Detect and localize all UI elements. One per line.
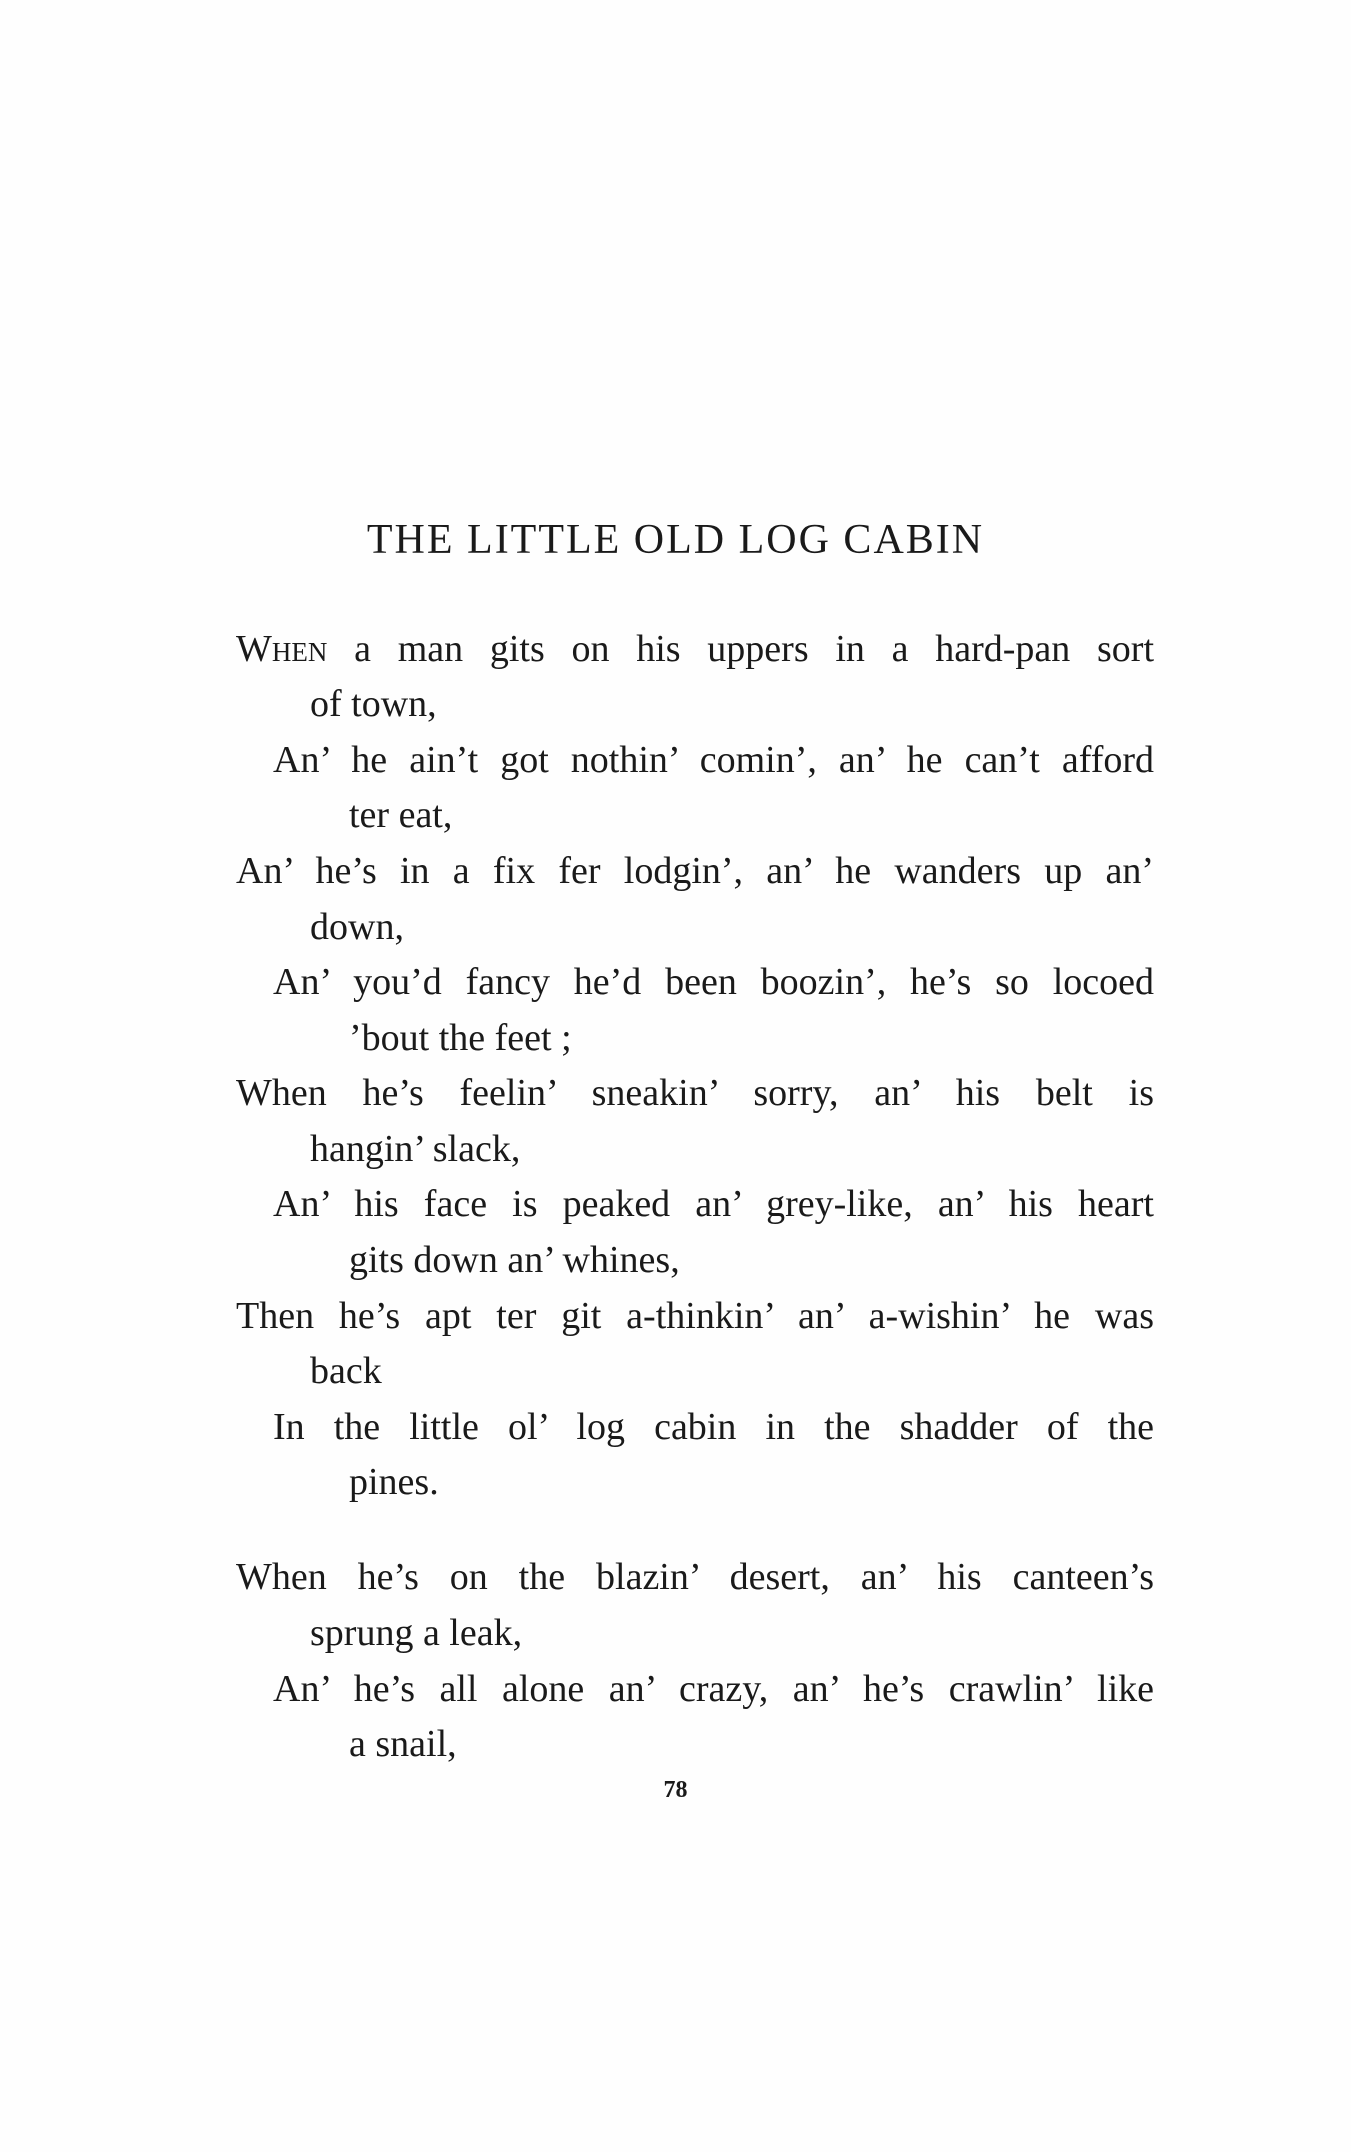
poem-line: a snail, [349, 1723, 457, 1765]
poem-line: When he’s on the blazin’ desert, an’ his canteen’s [236, 1556, 1154, 1598]
poem-line: down, [310, 906, 404, 948]
poem-line: ’bout the feet ; [349, 1017, 572, 1059]
poem-line: gits down an’ whines, [349, 1239, 680, 1281]
poem-line: sprung a leak, [310, 1612, 523, 1654]
poem-line: An’ his face is peaked an’ grey-like, an’ his heart [273, 1183, 1154, 1225]
poem-line: pines. [349, 1461, 439, 1503]
poem-line: of town, [310, 683, 437, 725]
drop-word: When [236, 628, 328, 670]
poem-line: hangin’ slack, [310, 1128, 521, 1170]
poem-line: When he’s feelin’ sneakin’ sorry, an’ his belt is [236, 1072, 1154, 1114]
page-number: 78 [663, 1777, 688, 1803]
poem-line: back [310, 1350, 382, 1392]
poem-title: THE LITTLE OLD LOG CABIN [366, 517, 985, 563]
poem-line: In the little ol’ log cabin in the shadder of the [273, 1406, 1154, 1448]
poem-line: An’ he’s in a fix fer lodgin’, an’ he wanders up an’ [236, 850, 1154, 892]
poem-line: Then he’s apt ter git a-thinkin’ an’ a-wishin’ he was [236, 1295, 1154, 1337]
poem-line-text: a man gits on his uppers in a hard-pan sort [327, 628, 1154, 670]
poem-line: An’ he ain’t got nothin’ comin’, an’ he can’t afford [273, 739, 1154, 781]
poem-line: An’ you’d fancy he’d been boozin’, he’s so locoed [273, 961, 1154, 1003]
poem-line: ter eat, [349, 794, 453, 836]
poem-line: An’ he’s all alone an’ crazy, an’ he’s crawlin’ like [273, 1668, 1154, 1710]
poem-line [236, 626, 1154, 672]
